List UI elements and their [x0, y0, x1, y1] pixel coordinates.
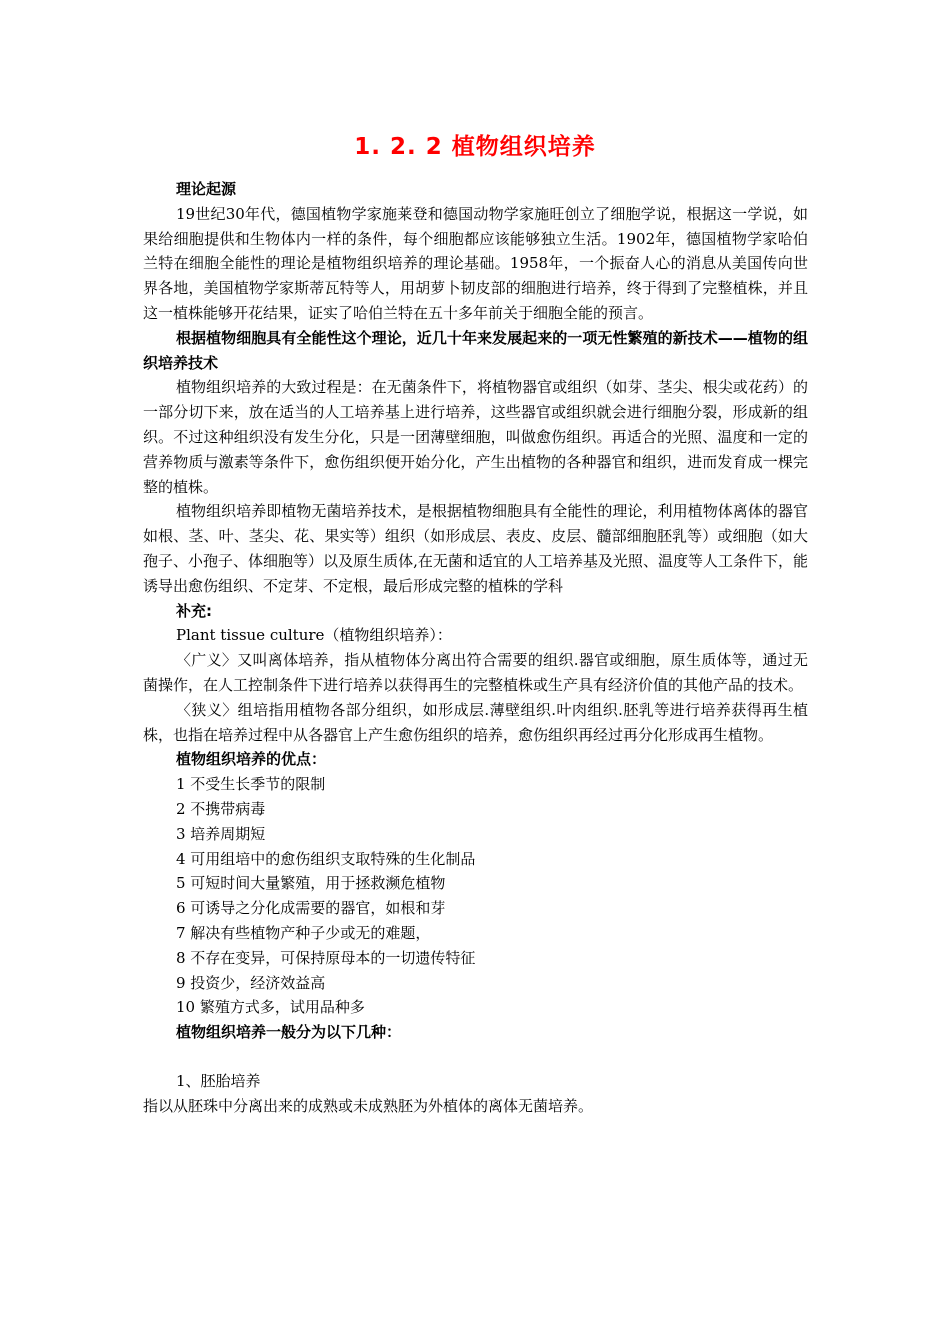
blank-line	[143, 1045, 808, 1069]
page-title: 1. 2. 2 植物组织培养	[354, 134, 596, 160]
paragraph-definition: 植物组织培养即植物无菌培养技术，是根据植物细胞具有全能性的理论，利用植物体离体的器官如根、茎、叶、茎尖、花、果实等）组织（如形成层、表皮、皮层、髓部细胞胚乳等）或细胞（如大孢子、小孢子、体细胞等）以及原生质体,在无菌和适宜的人工培养基及光照、温度等人工条件下，能诱导出愈伤组织、不定芽、不定根，最后形成完整的植株的学科	[143, 502, 808, 595]
supplement-heading: 补充:	[176, 601, 212, 620]
list-item: 1 不受生长季节的限制	[176, 775, 326, 794]
paragraph-narrow-definition: 〈狭义〉组培指用植物各部分组织，如形成层.薄壁组织.叶肉组织.胚乳等进行培养获得再生植株，也指在培养过程中从各器官上产生愈伤组织的培养，愈伤组织再经过再分化形成再生植物。	[143, 700, 808, 744]
paragraph-theory: 19世纪30年代，德国植物学家施莱登和德国动物学家施旺创立了细胞学说，根据这一学说，如果给细胞提供和生物体内一样的条件，每个细胞都应该能够独立生活。1902年，德国植物学家哈伯兰特在细胞全能性的理论是植物组织培养的理论基础。1958年，一个振奋人心的消息从美国传向世界各地，美国植物学家斯蒂瓦特等人，用胡萝卜韧皮部的细胞进行培养，终于得到了完整植株，并且这一植株能够开花结果，证实了哈伯兰特在五十多年前关于细胞全能的预言。	[143, 204, 808, 322]
paragraph-process: 植物组织培养的大致过程是：在无菌条件下，将植物器官或组织（如芽、茎尖、根尖或花药）的一部分切下来，放在适当的人工培养基上进行培养，这些器官或组织就会进行细胞分裂，形成新的组织。不过这种组织没有发生分化，只是一团薄壁细胞，叫做愈伤组织。再适合的光照、温度和一定的营养物质与激素等条件下，愈伤组织便开始分化，产生出植物的各种器官和组织，进而发育成一棵完整的植株。	[143, 378, 808, 496]
type-title: 1、胚胎培养	[176, 1071, 261, 1090]
types-heading: 植物组织培养一般分为以下几种：	[176, 1023, 402, 1042]
paragraph-technique-bold: 根据植物细胞具有全能性这个理论，近几十年来发展起来的一项无性繁殖的新技术——植物的组织培养技术	[143, 328, 808, 372]
list-item: 7 解决有些植物产种子少或无的难题，	[176, 923, 431, 942]
theory-heading: 理论起源	[176, 180, 237, 198]
list-item: 8 不存在变异，可保持原母本的一切遗传特征	[176, 948, 476, 967]
advantages-heading: 植物组织培养的优点：	[176, 750, 327, 769]
list-item: 2 不携带病毒	[176, 799, 266, 818]
list-item: 9 投资少，经济效益高	[176, 973, 326, 992]
list-item: 3 培养周期短	[176, 824, 266, 843]
list-item: 10 繁殖方式多，试用品种多	[176, 998, 365, 1017]
list-item: 6 可诱导之分化成需要的器官，如根和芽	[176, 899, 446, 918]
list-item: 4 可用组培中的愈伤组织支取特殊的生化制品	[176, 849, 476, 868]
type-description: 指以从胚珠中分离出来的成熟或未成熟胚为外植体的离体无菌培养。	[143, 1096, 594, 1115]
paragraph-broad-definition: 〈广义〉又叫离体培养，指从植物体分离出符合需要的组织.器官或细胞，原生质体等，通过无菌操作，在人工控制条件下进行培养以获得再生的完整植株或生产具有经济价值的其他产品的技术。	[143, 651, 808, 694]
plant-tissue-culture-line: Plant tissue culture（植物组织培养）：	[176, 626, 452, 645]
list-item: 5 可短时间大量繁殖，用于拯救濒危植物	[176, 874, 446, 893]
document-body	[143, 177, 808, 1118]
